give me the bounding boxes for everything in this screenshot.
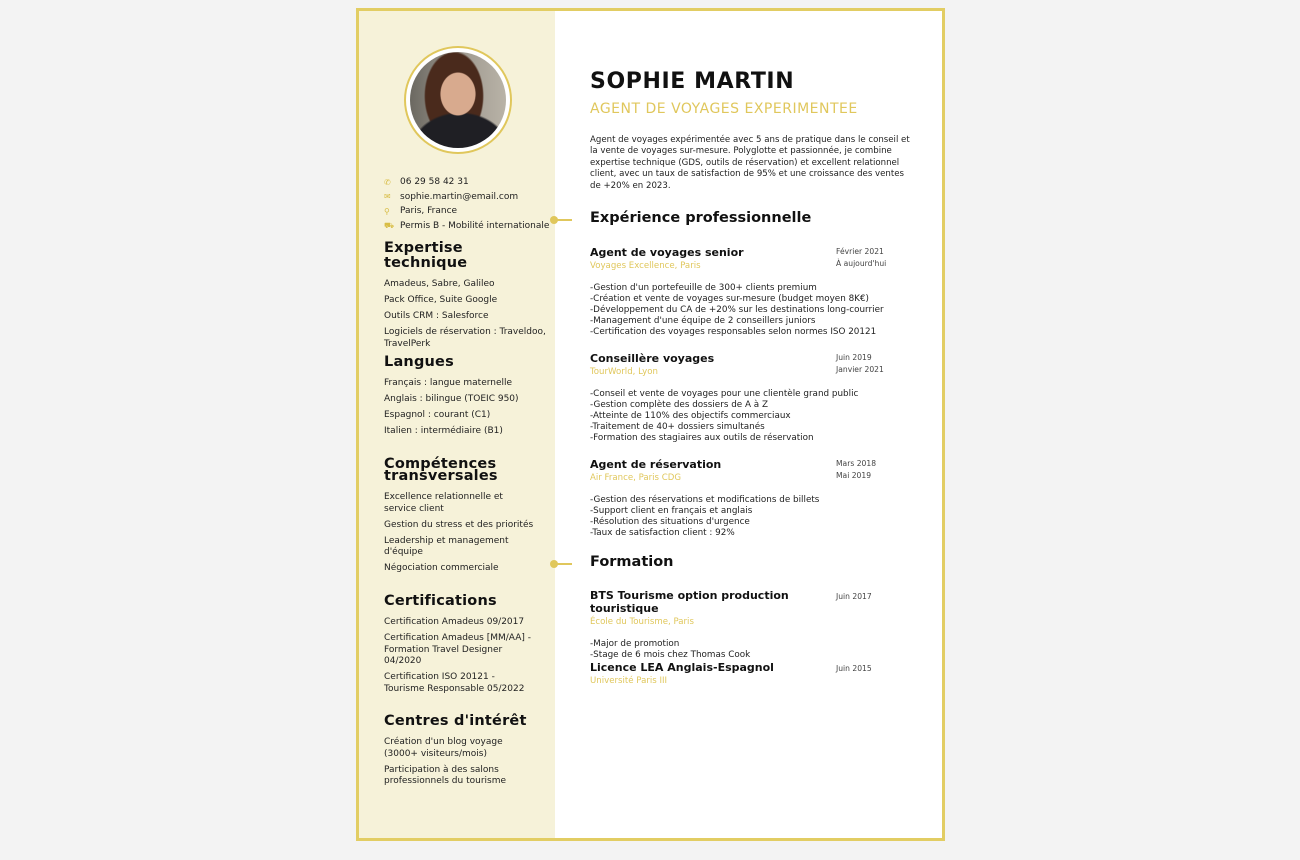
bullet-item: -Gestion complète des dossiers de A à Z (590, 400, 769, 410)
section-title: Compétences transversales (384, 456, 498, 484)
date-start: Mars 2018 (836, 459, 877, 468)
interests-section (384, 714, 549, 792)
contact-email: ✉ sophie.martin@email.com (384, 191, 519, 202)
section-title: Centres d'intérêt (384, 713, 527, 729)
entry-bullets (590, 639, 840, 661)
list-item: Anglais : bilingue (TOEIC 950) (384, 394, 519, 404)
timeline-dot (550, 560, 558, 568)
entry-bullets (590, 389, 890, 444)
education-title: Formation (590, 554, 674, 570)
entry-bullets (590, 495, 890, 539)
bullet-item: -Conseil et vente de voyages pour une clientèle grand public (590, 389, 859, 399)
bullet-item: -Management d'une équipe de 2 conseillers juniors (590, 316, 816, 326)
date-end: À aujourd'hui (836, 258, 887, 268)
list-item: Négociation commerciale (384, 563, 499, 573)
entry-dates (836, 352, 906, 375)
entry-organization: Air France, Paris CDG (590, 473, 682, 483)
entry-dates (836, 458, 906, 481)
list-item: Certification Amadeus [MM/AA] -Formation Travel Designer 04/2020 (384, 633, 531, 666)
date-start: Juin 2019 (836, 353, 872, 362)
list-item: Amadeus, Sabre, Galileo (384, 279, 495, 289)
main-content (556, 11, 942, 838)
bullet-item: -Atteinte de 110% des objectifs commerciaux (590, 411, 791, 421)
entry-bullets (590, 283, 890, 338)
soft-skills-section (384, 458, 549, 579)
list-item: Participation à des salons professionnels du tourisme (384, 764, 507, 786)
profile-summary: Agent de voyages expérimentée avec 5 ans de pratique dans le conseil et la vente de voyages sur-mesure. Polyglotte et passionnée, je combine expertise technique (GDS, outils de réservation) et excellent relationnel client, avec un taux de satisfaction de 95% et une croissance des ventes de +20% en 2023. (590, 135, 910, 191)
bullet-item: -Taux de satisfaction client : 92% (590, 528, 735, 538)
sidebar (359, 11, 555, 838)
list-item: Outils CRM : Salesforce (384, 311, 489, 321)
entry-dates (836, 246, 906, 269)
entry-title: Licence LEA Anglais-Espagnol (590, 661, 774, 674)
education-entry (590, 589, 840, 661)
entry-title: BTS Tourisme option production touristique (590, 589, 789, 615)
contact-location: ⚲ Paris, France (384, 206, 458, 217)
contact-info (384, 175, 554, 233)
list-item: Français : langue maternelle (384, 378, 513, 388)
list-item: Création d'un blog voyage (3000+ visiteurs/mois) (384, 737, 503, 759)
bullet-item: -Formation des stagiaires aux outils de réservation (590, 433, 814, 443)
date-start: Février 2021 (836, 247, 884, 256)
section-title: Expertise technique (384, 240, 468, 271)
candidate-name: SOPHIE MARTIN (590, 69, 795, 94)
list-item: Certification Amadeus 09/2017 (384, 617, 525, 627)
bullet-item: -Gestion des réservations et modifications de billets (590, 495, 820, 505)
timeline-dot (550, 216, 558, 224)
list-item: Gestion du stress et des priorités (384, 519, 534, 530)
list-item: Certification ISO 20121 - Tourisme Responsable 05/2022 (384, 672, 525, 694)
contact-phone: ✆ 06 29 58 42 31 (384, 177, 469, 188)
entry-organization: Université Paris III (590, 676, 668, 686)
list-item: Pack Office, Suite Google (384, 295, 498, 305)
phone-icon: ✆ (384, 177, 391, 187)
date: Juin 2017 (836, 592, 872, 601)
experience-title: Expérience professionnelle (590, 210, 812, 226)
section-title: Langues (384, 354, 454, 370)
date-end: Mai 2019 (836, 470, 872, 480)
bullet-item: -Certification des voyages responsables selon normes ISO 20121 (590, 327, 877, 337)
entry-title: Agent de réservation (590, 458, 722, 471)
entry-organization: Voyages Excellence, Paris (590, 261, 701, 271)
entry-title: Agent de voyages senior (590, 246, 744, 259)
languages-section (384, 355, 549, 442)
list-item: Leadership et management d'équipe (384, 535, 509, 557)
bullet-item: -Gestion d'un portefeuille de 300+ clients premium (590, 283, 817, 293)
location-pin-icon: ⚲ (384, 206, 390, 216)
bullet-item: -Développement du CA de +20% sur les destinations long-courrier (590, 305, 884, 315)
resume-page (356, 8, 945, 841)
list-item: Logiciels de réservation : Traveldoo, TravelPerk (384, 327, 546, 349)
entry-organization: TourWorld, Lyon (590, 367, 658, 377)
car-icon: ⛟ (384, 220, 395, 230)
mail-icon: ✉ (384, 192, 391, 202)
job-title: AGENT DE VOYAGES EXPERIMENTEE (590, 101, 858, 117)
list-item: Italien : intermédiaire (B1) (384, 426, 503, 436)
entry-organization: École du Tourisme, Paris (590, 617, 694, 627)
entry-dates (836, 663, 906, 675)
list-item: Espagnol : courant (C1) (384, 410, 491, 420)
section-title: Certifications (384, 593, 497, 609)
profile-photo-frame (404, 46, 512, 154)
list-item: Excellence relationnelle et service client (384, 492, 503, 514)
profile-photo (410, 52, 506, 148)
bullet-item: -Support client en français et anglais (590, 506, 753, 516)
date-end: Janvier 2021 (836, 364, 884, 374)
bullet-item: -Traitement de 40+ dossiers simultanés (590, 422, 765, 432)
bullet-item: -Major de promotion (590, 639, 680, 649)
entry-title: Conseillère voyages (590, 352, 715, 365)
expertise-section (384, 241, 549, 355)
bullet-item: -Création et vente de voyages sur-mesure (budget moyen 8K€) (590, 294, 869, 304)
entry-dates (836, 591, 906, 603)
certifications-section (384, 594, 549, 700)
contact-license: ⛟ Permis B - Mobilité internationale (384, 220, 550, 231)
bullet-item: -Stage de 6 mois chez Thomas Cook (590, 650, 751, 660)
date: Juin 2015 (836, 664, 872, 673)
bullet-item: -Résolution des situations d'urgence (590, 517, 750, 527)
